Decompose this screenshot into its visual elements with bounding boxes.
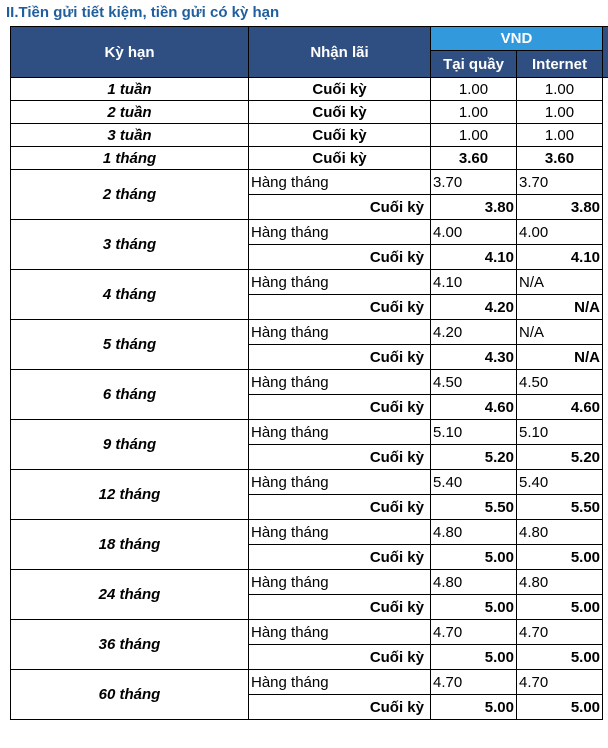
end-method-cell: Cuối kỳ — [249, 245, 431, 270]
counter-rate-cell: 4.80 — [431, 570, 517, 595]
counter-rate-cell: 4.10 — [431, 245, 517, 270]
term-cell: 12 tháng — [11, 470, 249, 520]
row-filler — [603, 370, 608, 420]
row-filler — [603, 220, 608, 270]
row-filler — [603, 470, 608, 520]
internet-rate-cell: N/A — [517, 295, 603, 320]
row-filler — [603, 147, 608, 170]
monthly-method-cell: Hàng tháng — [249, 520, 431, 545]
internet-rate-cell: 3.70 — [517, 170, 603, 195]
table-row — [11, 520, 608, 545]
table-row — [11, 620, 608, 645]
counter-rate-cell: 3.60 — [431, 147, 517, 170]
end-method-cell: Cuối kỳ — [249, 495, 431, 520]
header-filler — [603, 27, 608, 78]
row-filler — [603, 570, 608, 620]
counter-rate-cell: 4.80 — [431, 520, 517, 545]
row-filler — [603, 420, 608, 470]
counter-rate-cell: 1.00 — [431, 101, 517, 124]
counter-rate-cell: 5.00 — [431, 595, 517, 620]
row-filler — [603, 620, 608, 670]
counter-rate-cell: 5.40 — [431, 470, 517, 495]
counter-rate-cell: 5.50 — [431, 495, 517, 520]
end-method-cell: Cuối kỳ — [249, 645, 431, 670]
internet-rate-cell: 1.00 — [517, 78, 603, 101]
row-filler — [603, 670, 608, 720]
header-currency: VND — [431, 27, 603, 51]
row-filler — [603, 101, 608, 124]
row-filler — [603, 78, 608, 101]
end-method-cell: Cuối kỳ — [249, 545, 431, 570]
internet-rate-cell: 5.00 — [517, 695, 603, 720]
table-row — [11, 370, 608, 395]
internet-rate-cell: 5.00 — [517, 645, 603, 670]
monthly-method-cell: Hàng tháng — [249, 470, 431, 495]
term-cell: 24 tháng — [11, 570, 249, 620]
table-row — [11, 170, 608, 195]
end-method-cell: Cuối kỳ — [249, 695, 431, 720]
row-filler — [603, 170, 608, 220]
counter-rate-cell: 4.50 — [431, 370, 517, 395]
counter-rate-cell: 5.10 — [431, 420, 517, 445]
table-row — [11, 670, 608, 695]
interest-method-cell: Cuối kỳ — [249, 124, 431, 147]
term-cell: 36 tháng — [11, 620, 249, 670]
monthly-method-cell: Hàng tháng — [249, 320, 431, 345]
header-counter: Tại quầy — [431, 51, 517, 78]
end-method-cell: Cuối kỳ — [249, 445, 431, 470]
table-row — [11, 420, 608, 445]
table-row — [11, 270, 608, 295]
header-interest: Nhận lãi — [249, 27, 431, 78]
internet-rate-cell: 3.60 — [517, 147, 603, 170]
term-cell: 1 tuần — [11, 78, 249, 101]
monthly-method-cell: Hàng tháng — [249, 570, 431, 595]
internet-rate-cell: 4.00 — [517, 220, 603, 245]
table-body — [11, 78, 608, 720]
counter-rate-cell: 3.70 — [431, 170, 517, 195]
internet-rate-cell: 5.00 — [517, 595, 603, 620]
table-row — [11, 78, 608, 101]
table-row — [11, 101, 608, 124]
internet-rate-cell: N/A — [517, 345, 603, 370]
table-row — [11, 320, 608, 345]
monthly-method-cell: Hàng tháng — [249, 670, 431, 695]
row-filler — [603, 520, 608, 570]
table-row — [11, 570, 608, 595]
counter-rate-cell: 4.20 — [431, 320, 517, 345]
term-cell: 1 tháng — [11, 147, 249, 170]
end-method-cell: Cuối kỳ — [249, 295, 431, 320]
counter-rate-cell: 5.20 — [431, 445, 517, 470]
counter-rate-cell: 1.00 — [431, 124, 517, 147]
term-cell: 3 tuần — [11, 124, 249, 147]
monthly-method-cell: Hàng tháng — [249, 420, 431, 445]
counter-rate-cell: 4.30 — [431, 345, 517, 370]
internet-rate-cell: N/A — [517, 320, 603, 345]
row-filler — [603, 124, 608, 147]
internet-rate-cell: 5.50 — [517, 495, 603, 520]
term-cell: 60 tháng — [11, 670, 249, 720]
monthly-method-cell: Hàng tháng — [249, 370, 431, 395]
internet-rate-cell: 4.70 — [517, 670, 603, 695]
counter-rate-cell: 4.20 — [431, 295, 517, 320]
interest-method-cell: Cuối kỳ — [249, 147, 431, 170]
internet-rate-cell: 1.00 — [517, 124, 603, 147]
monthly-method-cell: Hàng tháng — [249, 620, 431, 645]
table-row — [11, 147, 608, 170]
internet-rate-cell: 3.80 — [517, 195, 603, 220]
table-row — [11, 124, 608, 147]
header-internet: Internet — [517, 51, 603, 78]
internet-rate-cell: 5.20 — [517, 445, 603, 470]
section-title: II.Tiền gửi tiết kiệm, tiền gửi có kỳ hạn — [6, 4, 280, 21]
counter-rate-cell: 4.70 — [431, 620, 517, 645]
internet-rate-cell: 1.00 — [517, 101, 603, 124]
row-filler — [603, 320, 608, 370]
internet-rate-cell: 4.70 — [517, 620, 603, 645]
table-row — [11, 470, 608, 495]
term-cell: 9 tháng — [11, 420, 249, 470]
counter-rate-cell: 5.00 — [431, 645, 517, 670]
header-term: Kỳ hạn — [11, 27, 249, 78]
counter-rate-cell: 4.00 — [431, 220, 517, 245]
row-filler — [603, 270, 608, 320]
counter-rate-cell: 4.60 — [431, 395, 517, 420]
term-cell: 5 tháng — [11, 320, 249, 370]
interest-rate-table — [10, 26, 608, 720]
term-cell: 6 tháng — [11, 370, 249, 420]
interest-method-cell: Cuối kỳ — [249, 78, 431, 101]
interest-method-cell: Cuối kỳ — [249, 101, 431, 124]
internet-rate-cell: 5.10 — [517, 420, 603, 445]
internet-rate-cell: 4.80 — [517, 570, 603, 595]
monthly-method-cell: Hàng tháng — [249, 270, 431, 295]
term-cell: 3 tháng — [11, 220, 249, 270]
counter-rate-cell: 5.00 — [431, 695, 517, 720]
end-method-cell: Cuối kỳ — [249, 595, 431, 620]
term-cell: 18 tháng — [11, 520, 249, 570]
end-method-cell: Cuối kỳ — [249, 345, 431, 370]
table-row — [11, 220, 608, 245]
internet-rate-cell: 5.00 — [517, 545, 603, 570]
term-cell: 4 tháng — [11, 270, 249, 320]
internet-rate-cell: 4.10 — [517, 245, 603, 270]
counter-rate-cell: 1.00 — [431, 78, 517, 101]
term-cell: 2 tháng — [11, 170, 249, 220]
term-cell: 2 tuần — [11, 101, 249, 124]
internet-rate-cell: 4.50 — [517, 370, 603, 395]
end-method-cell: Cuối kỳ — [249, 395, 431, 420]
counter-rate-cell: 5.00 — [431, 545, 517, 570]
internet-rate-cell: 5.40 — [517, 470, 603, 495]
counter-rate-cell: 4.10 — [431, 270, 517, 295]
end-method-cell: Cuối kỳ — [249, 195, 431, 220]
internet-rate-cell: N/A — [517, 270, 603, 295]
internet-rate-cell: 4.80 — [517, 520, 603, 545]
counter-rate-cell: 4.70 — [431, 670, 517, 695]
monthly-method-cell: Hàng tháng — [249, 220, 431, 245]
monthly-method-cell: Hàng tháng — [249, 170, 431, 195]
internet-rate-cell: 4.60 — [517, 395, 603, 420]
counter-rate-cell: 3.80 — [431, 195, 517, 220]
